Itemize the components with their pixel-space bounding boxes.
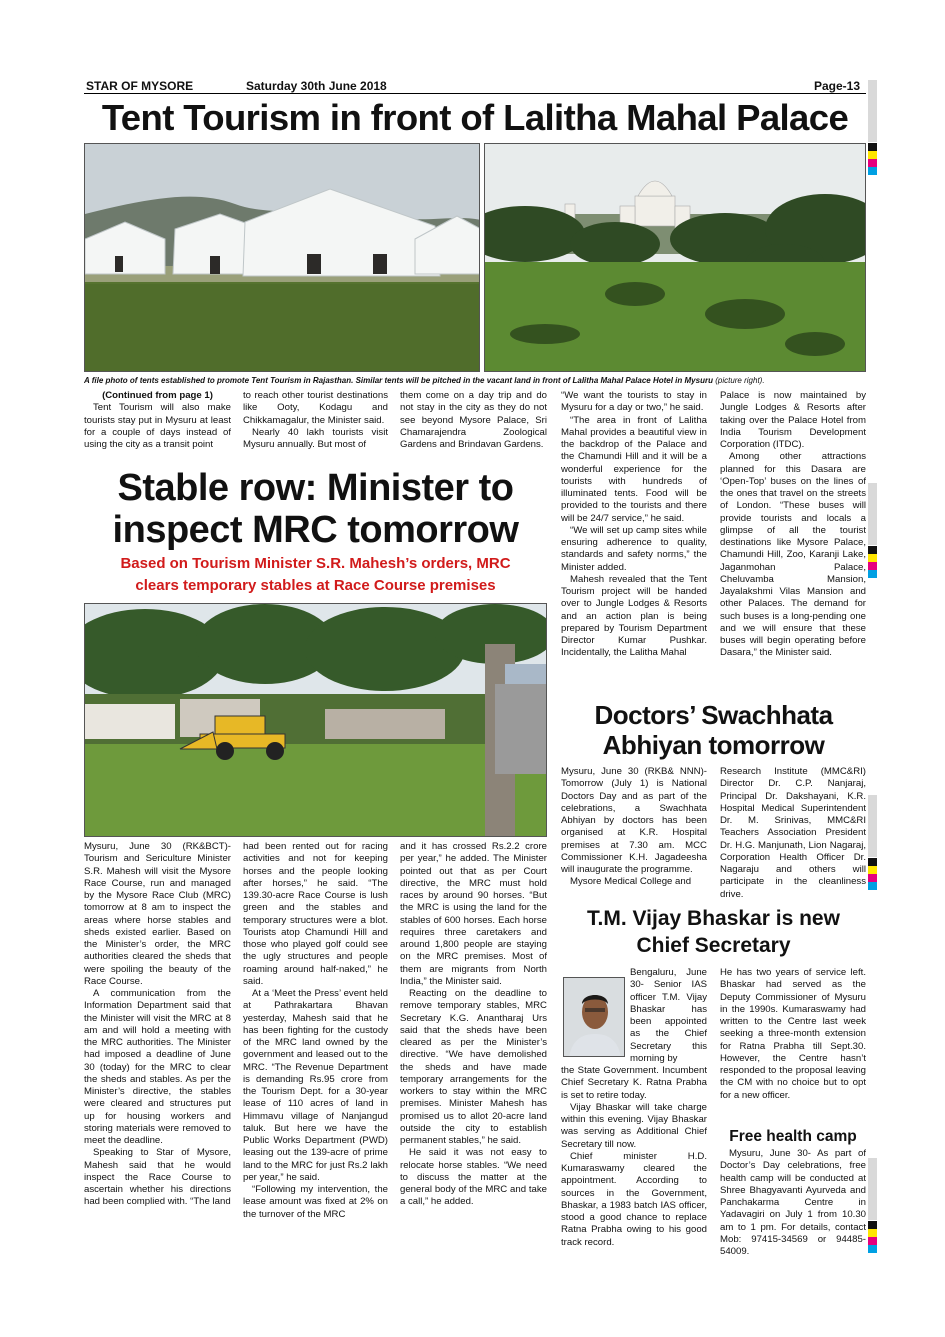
tent-story-col3: them come on a day trip and do not stay in the city as they do not see beyond Mysore Palace, Sri Chamarajendra Zoological Gardens and Brindavan Gardens. bbox=[400, 390, 547, 450]
page-number: Page-13 bbox=[814, 79, 861, 93]
health-camp-story: Mysuru, June 30- As part of Doctor’s Day celebrations, free health camp will be conducted at Shree Bhagyavanti Ayurveda and Panchakarma Centre in Yadavagiri on July 1 from 10.30 am to 1 pm. For details, contact Mob: 97415-34569 or 94485-54009. bbox=[720, 1148, 866, 1257]
vijay-story-col2: He has two years of service left. Bhaskar had served as the Deputy Commissioner of Mysuru in the 1990s. Kumaraswamy had written to the Centre last week seeking a three-month extension for Ratna Prabha till Sept.30. However, the Centre hasn’t responded to the proposal leaving the CM with no choice but to opt for a new officer. bbox=[720, 967, 866, 1101]
doctors-headline-line2: Abhiyan tomorrow bbox=[602, 730, 825, 760]
color-swatch-magenta-3 bbox=[868, 874, 877, 882]
color-swatch-black-3 bbox=[868, 858, 877, 866]
newspaper-name: STAR OF MYSORE bbox=[86, 79, 194, 93]
color-bar-low-grey bbox=[868, 795, 877, 857]
color-swatch-cyan bbox=[868, 167, 877, 175]
vijay-story-col1-top: Bengaluru, June 30- Senior IAS officer T.M. Vijay Bhaskar has been appointed as the Chief Secretary this morning by bbox=[630, 967, 707, 1064]
color-bar-bottom-grey bbox=[868, 1158, 877, 1220]
race-course-photo bbox=[84, 603, 547, 837]
doctors-story-col2: Research Institute (MMC&RI) Director Dr. C.P. Nanjaraj, Principal Dr. Dakshayani, K.R. Hospital Medical Superintendent Dr. M. Srinivas, MMC&RI Teachers Association President Dr. H.G. Manjunath, Lion Nagaraj, Corporation Health Officer Dr. Nagaraju and others will participate in the cleanliness drive. bbox=[720, 766, 866, 900]
tent-story-col2: to reach other tourist destinations like Ooty, Kodagu and Chikkamagalur, the Minister said. Nearly 40 lakh tourists visit Mysuru annually. But most of bbox=[243, 390, 388, 450]
issue-date: Saturday 30th June 2018 bbox=[246, 79, 387, 93]
color-swatch-cyan-4 bbox=[868, 1245, 877, 1253]
stable-headline-line1: Stable row: Minister to bbox=[117, 467, 514, 509]
color-bar-top bbox=[868, 80, 877, 142]
tent-story-col4: “We want the tourists to stay in Mysuru for a day or two,” he said. “The area in front of Lalitha Mahal provides a beautiful view in the backdrop of the Palace and the Chamundi Hill and it will be a wonderful experience for the tourists with hundreds of illuminated tents. Food will be provided to the tourists and there will be 24/7 service,” he said. “We will set up camp sites while ensuring adherence to quality, standards and safety norms,” the Minister added. Mahesh revealed that the Tent Tourism project will be handed over to Jungle Lodges & Resorts and an action plan is being prepared by Tourism Department Director Kumar Pushkar. Incidentally, the Lalitha Mahal bbox=[561, 390, 707, 659]
color-swatch-yellow-2 bbox=[868, 554, 877, 562]
color-swatch-yellow-4 bbox=[868, 1229, 877, 1237]
color-swatch-magenta-2 bbox=[868, 562, 877, 570]
vijay-bhaskar-portrait bbox=[563, 977, 625, 1057]
header-rule bbox=[84, 93, 866, 94]
color-swatch-cyan-2 bbox=[868, 570, 877, 578]
stable-story-col1: Mysuru, June 30 (RK&BCT)- Tourism and Sericulture Minister S.R. Mahesh will visit the Mysore Race Course, run and managed by the Mysore Race Club (MRC) tomorrow at 8 am to inspect the areas where horse stables and sheds existed earlier. Based on the Minister’s order, the MRC authorities cleared the sheds that were spoiling the beauty of the Race Course. A communication from the Information Department said that the Minister will visit the MRC at 8 am and will hold a meeting with the MRC authorities. The Minister had imposed a deadline of June 30 (today) for the MRC to clear the sheds and stables. As per the Minister’s directive, the stables were cleared and structures put up for housing workers and storing materials were removed to meet the deadline. Speaking to Star of Mysore, Mahesh said that he would inspect the Race Course to ascertain whether his directions had been complied with. “The land bbox=[84, 841, 231, 1208]
tent-headline: Tent Tourism in front of Lalitha Mahal Palace bbox=[101, 97, 849, 138]
color-swatch-black bbox=[868, 143, 877, 151]
stable-story-col3: and it has crossed Rs.2.2 crore per year,” he added. The Minister pointed out that as per Court directive, the MRC must hold races by around 90 horses. “But the MRC is using the land for the stables of 600 horses. Each horse requires three caretakers and around 1,800 people are staying on the MRC premises. Most of them are migrants from North India,” the Minister said. Reacting on the deadline to remove temporary stables, MRC Secretary K.G. Anantharaj Urs said that the sheds have been cleared as per the Minister’s directive. “We have demolished the sheds and have made temporary arrangements for the workers to stay within the MRC premises. Minister Mahesh has promised us to allot 20-acre land outside the city to establish permanent stables,” he said. He said it was not easy to relocate horse stables. “We need to discuss the matter at the general body of the MRC and take a call,” he added. bbox=[400, 841, 547, 1208]
color-swatch-yellow bbox=[868, 151, 877, 159]
color-swatch-black-2 bbox=[868, 546, 877, 554]
doctors-headline-line1: Doctors’ Swachhata bbox=[594, 700, 833, 730]
stable-subhead-line2: clears temporary stables at Race Course premises bbox=[135, 577, 496, 594]
color-swatch-cyan-3 bbox=[868, 882, 877, 890]
color-bar-mid-grey bbox=[868, 483, 877, 545]
palace-photo bbox=[484, 143, 866, 372]
vijay-headline-line2: Chief Secretary bbox=[636, 934, 791, 957]
doctors-story-col1: Mysuru, June 30 (RKB& NNN)- Tomorrow (July 1) is National Doctors Day and as part of the celebrations, a Swachhata Abhiyan by doctors has been organised at K.R. Hospital premises at 7.30 am. MCC Commissioner K.H. Jagadeesha will inaugurate the programme. Mysore Medical College and bbox=[561, 766, 707, 888]
vijay-story-col1: the State Government. Incumbent Chief Secretary K. Ratna Prabha is set to retire today. Vijay Bhaskar will take charge within this evening. Vijay Bhaskar was serving as Additional Chief Secretary till now. Chief minister H.D. Kumaraswamy cleared the appointment. According to sources in the Government, Bhaskar, a 1983 batch IAS officer, stood a good chance to replace Ratna Prabha owing to his good track record. bbox=[561, 1065, 707, 1248]
tent-story-col1: (Continued from page 1) Tent Tourism will also make tourists stay put in Mysuru at least for a couple of days instead of using the city as a transit point bbox=[84, 390, 231, 450]
color-swatch-black-4 bbox=[868, 1221, 877, 1229]
tent-story-col5: Palace is now maintained by Jungle Lodges & Resorts after taking over the Palace Hotel from India Tourism Development Corporation (ITDC). Among other attractions planned for this Dasara are ‘Open-Top’ buses on the lines of the ones that travel on the streets of London. “These buses will provide tourists and locals a glimpse of all the tourist destinations like Mysore Palace, Chamundi Hill, Zoo, Karanji Lake, Jaganmohan Palace, Cheluvamba Mansion, Jayalakshmi Vilas Mansion and other Palaces. The demand for such buses is a long-pending one and we will ensure that these buses will begin operating before Dasara,” the Minister said. bbox=[720, 390, 866, 659]
vijay-headline-line1: T.M. Vijay Bhaskar is new bbox=[587, 907, 840, 930]
health-camp-headline: Free health camp bbox=[729, 1128, 857, 1145]
stable-subhead-line1: Based on Tourism Minister S.R. Mahesh’s orders, MRC bbox=[120, 555, 511, 572]
color-swatch-yellow-3 bbox=[868, 866, 877, 874]
tent-photo bbox=[84, 143, 480, 372]
tent-photo-caption: A file photo of tents established to promote Tent Tourism in Rajasthan. Similar tents will be pitched in the vacant land in front of Lalitha Mahal Palace Hotel in Mysuru (picture right). bbox=[84, 376, 765, 385]
stable-headline-line2: inspect MRC tomorrow bbox=[112, 509, 519, 551]
color-swatch-magenta bbox=[868, 159, 877, 167]
stable-story-col2: had been rented out for racing activities and not for keeping horses and the people looking after horses,” he said. “The 139.30-acre Race Course is lush green and the stables and temporary structures were a blot. Tourists atop Chamundi Hill and those who played golf could see the ugly structures and people roaming around half-naked,” he said. At a ‘Meet the Press’ event held at Pathrakartara Bhavan yesterday, Mahesh said that he has been fighting for the custody of the MRC land owned by the government and leased out to the MRC. “The Revenue Department is demanding Rs.95 crore from the Tourism Dept. for a 30-year lease of 110 acres of land in Himmavu village of Nanjangud taluk. But here we have the Public Works Department (PWD) leasing out the 139-acre of prime land to the MRC for just Rs.2 lakh per year,” he said. “Following my intervention, the lease amount was fixed at 2% on the turnover of the MRC bbox=[243, 841, 388, 1220]
color-swatch-magenta-4 bbox=[868, 1237, 877, 1245]
